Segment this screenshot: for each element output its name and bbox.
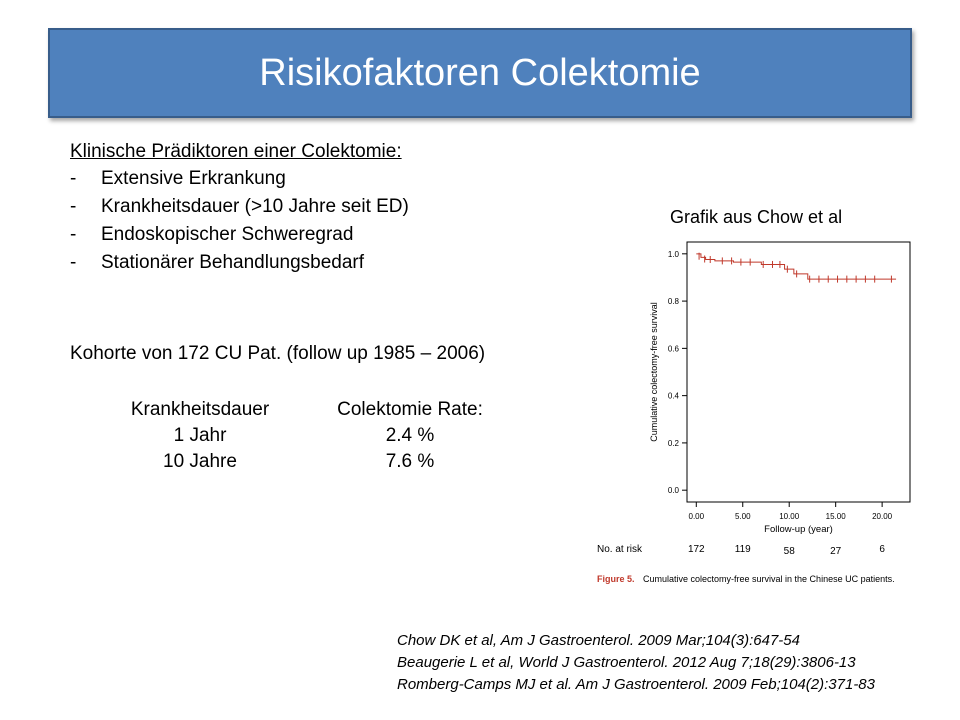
rate-cell: 2.4 % xyxy=(385,425,435,446)
rate-table-row xyxy=(110,423,510,449)
predictor-item: - Endoskopischer Schweregrad xyxy=(70,224,354,245)
reference: Chow DK et al, Am J Gastroenterol. 2009 Mar;104(3):647-54 xyxy=(397,632,800,649)
figure-label: Figure 5. xyxy=(597,574,635,584)
predictors-heading: Klinische Prädiktoren einer Colektomie: xyxy=(70,141,402,162)
x-tick-label: 5.00 xyxy=(734,512,751,521)
risk-count: 172 xyxy=(687,544,705,555)
risk-count: 27 xyxy=(830,546,842,557)
predictor-item: - Krankheitsdauer (>10 Jahre seit ED) xyxy=(70,196,409,217)
header-rate: Colektomie Rate: xyxy=(337,399,483,420)
risk-count: 119 xyxy=(734,544,751,555)
rate-cell: 7.6 % xyxy=(385,451,435,472)
y-tick-label: 0.0 xyxy=(667,486,679,496)
rate-table-row xyxy=(110,449,510,475)
predictors-list xyxy=(70,165,409,277)
predictor-item: - Stationärer Behandlungsbedarf xyxy=(70,252,365,273)
plot-frame xyxy=(687,242,910,502)
risk-table-label: No. at risk xyxy=(597,544,643,555)
x-tick-label: 20.00 xyxy=(872,512,893,521)
duration-cell: 1 Jahr xyxy=(173,425,227,446)
reference: Beaugerie L et al, World J Gastroenterol. 2012 Aug 7;18(29):3806-13 xyxy=(397,654,856,671)
duration-cell: 10 Jahre xyxy=(163,451,237,472)
y-tick-label: 0.8 xyxy=(667,297,679,307)
header-duration: Krankheitsdauer xyxy=(130,399,270,420)
y-tick-label: 1.0 xyxy=(667,249,679,259)
references xyxy=(397,630,875,696)
figure-caption: Cumulative colectomy-free survival in the Chinese UC patients. xyxy=(643,574,895,584)
graph-caption: Grafik aus Chow et al xyxy=(670,207,843,227)
x-axis-label: Follow-up (year) xyxy=(764,524,833,535)
title-bar xyxy=(48,28,912,118)
slide-title: Risikofaktoren Colektomie xyxy=(259,51,701,94)
y-tick-label: 0.4 xyxy=(667,391,679,401)
rate-table xyxy=(110,397,510,475)
risk-count: 6 xyxy=(879,544,885,555)
survival-chart xyxy=(592,236,942,588)
x-tick-label: 0.00 xyxy=(688,512,705,521)
y-tick-label: 0.2 xyxy=(667,438,679,448)
rate-table-header xyxy=(110,397,510,423)
x-tick-label: 15.00 xyxy=(825,512,846,521)
risk-count: 58 xyxy=(783,546,795,557)
cohort-text: Kohorte von 172 CU Pat. (follow up 1985 – 2006) xyxy=(70,343,486,364)
x-tick-label: 10.00 xyxy=(779,512,800,521)
y-tick-label: 0.6 xyxy=(667,344,679,354)
y-axis-label: Cumulative colectomy-free survival xyxy=(649,302,659,442)
reference: Romberg-Camps MJ et al. Am J Gastroenterol. 2009 Feb;104(2):371-83 xyxy=(397,676,875,693)
predictor-item: - Extensive Erkrankung xyxy=(70,168,286,189)
